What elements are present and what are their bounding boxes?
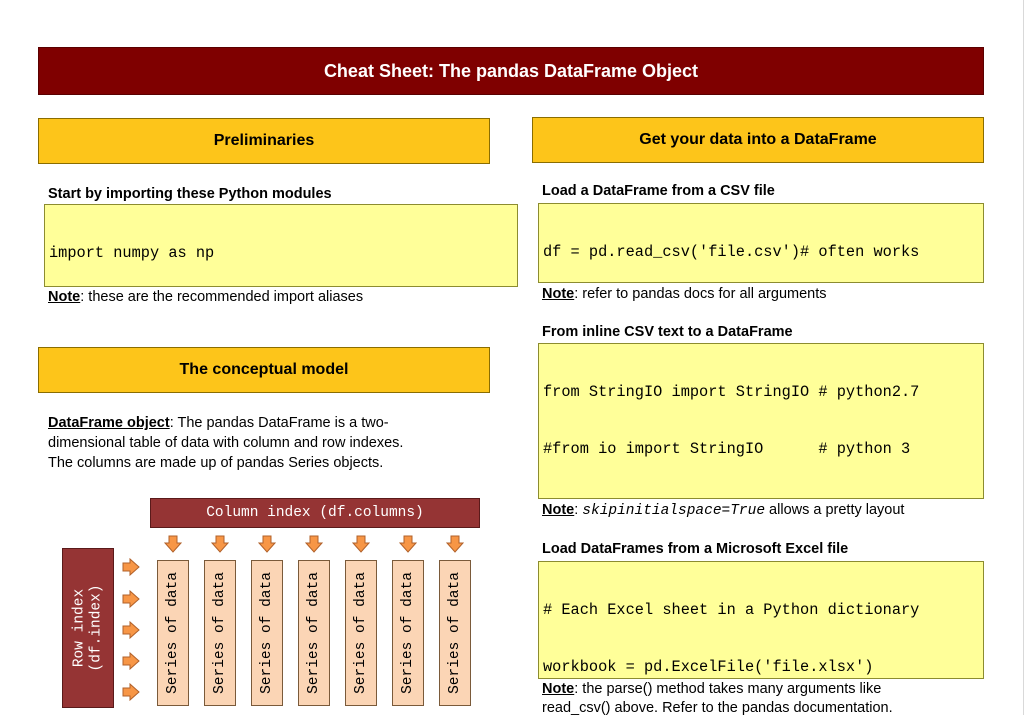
series-column-label: Series of data (259, 572, 276, 694)
note-text: : the parse() method takes many arguments like (574, 681, 882, 697)
right-arrow-icon (122, 652, 140, 670)
note-label: Note (542, 681, 575, 697)
code-line: import numpy as np (49, 244, 215, 262)
row-index-sublabel: (df.index) (88, 584, 105, 672)
code-line: #from io import StringIO # python 3 (543, 440, 911, 458)
inline-csv-subheading: From inline CSV text to a DataFrame (542, 324, 793, 340)
right-arrow-icon (122, 683, 140, 701)
description-line: The columns are made up of pandas Series objects. (48, 455, 384, 471)
note-text: read_csv() above. Refer to the pandas documentation. (542, 700, 893, 716)
down-arrow-icon (352, 535, 370, 553)
series-column (345, 560, 377, 706)
row-index-bar (62, 548, 114, 708)
get-data-heading-text: Get your data into a DataFrame (639, 131, 877, 148)
code-line: df = pd.read_csv('file.csv')# often works (543, 243, 920, 261)
note-label: Note (48, 289, 81, 305)
conceptual-model-heading-text: The conceptual model (179, 361, 349, 378)
down-arrow-icon (258, 535, 276, 553)
imports-subheading: Start by importing these Python modules (48, 186, 332, 202)
preliminaries-heading-text: Preliminaries (213, 132, 315, 149)
csv-code-block (538, 203, 984, 283)
right-arrow-icon (122, 621, 140, 639)
right-arrow-icon (122, 590, 140, 608)
down-arrow-icon (399, 535, 417, 553)
series-column (439, 560, 471, 706)
csv-subheading: Load a DataFrame from a CSV file (542, 183, 775, 199)
excel-subheading: Load DataFrames from a Microsoft Excel file (542, 541, 849, 557)
series-column-label: Series of data (306, 572, 323, 694)
right-arrow-icon (122, 558, 140, 576)
code-line: workbook = pd.ExcelFile('file.xlsx') (543, 658, 874, 676)
series-column-label: Series of data (353, 572, 370, 694)
dataframe-description (48, 413, 403, 473)
inline-csv-code-block (538, 343, 984, 499)
down-arrow-icon (446, 535, 464, 553)
excel-code-block (538, 561, 984, 679)
series-column-label: Series of data (400, 572, 417, 694)
series-column (251, 560, 283, 706)
note-code: skipinitialspace=True (582, 503, 766, 519)
note-label: Note (542, 502, 575, 518)
page-title-text: Cheat Sheet: The pandas DataFrame Object (323, 60, 699, 81)
row-index-label: Row index (71, 588, 88, 668)
description-line: : The pandas DataFrame is a two- (169, 415, 389, 431)
down-arrow-icon (305, 535, 323, 553)
description-lead: DataFrame object (48, 415, 170, 431)
conceptual-model-heading (38, 347, 490, 393)
column-index-label: Column index (df.columns) (206, 505, 424, 521)
note-label: Note (542, 286, 575, 302)
down-arrow-icon (164, 535, 182, 553)
note-text: : these are the recommended import aliases (80, 289, 364, 305)
description-line: dimensional table of data with column and row indexes. (48, 435, 404, 451)
series-column-label: Series of data (447, 572, 464, 694)
excel-note (542, 680, 893, 718)
get-data-heading (532, 117, 984, 163)
note-text: allows a pretty layout (765, 502, 905, 518)
note-text: : (574, 502, 583, 518)
preliminaries-heading (38, 118, 490, 164)
page-title (38, 47, 984, 95)
series-column-label: Series of data (165, 572, 182, 694)
down-arrow-icon (211, 535, 229, 553)
imports-note (48, 289, 363, 305)
inline-csv-note (542, 502, 904, 519)
code-line: # Each Excel sheet in a Python dictionary (543, 601, 920, 619)
series-column (392, 560, 424, 706)
series-column (204, 560, 236, 706)
csv-note (542, 286, 827, 302)
series-column (298, 560, 330, 706)
code-line: from StringIO import StringIO # python2.7 (543, 383, 920, 401)
note-text: : refer to pandas docs for all arguments (574, 286, 827, 302)
code-line (543, 497, 983, 499)
series-column-label: Series of data (212, 572, 229, 694)
column-index-bar (150, 498, 480, 528)
imports-code-block (44, 204, 518, 287)
series-column (157, 560, 189, 706)
